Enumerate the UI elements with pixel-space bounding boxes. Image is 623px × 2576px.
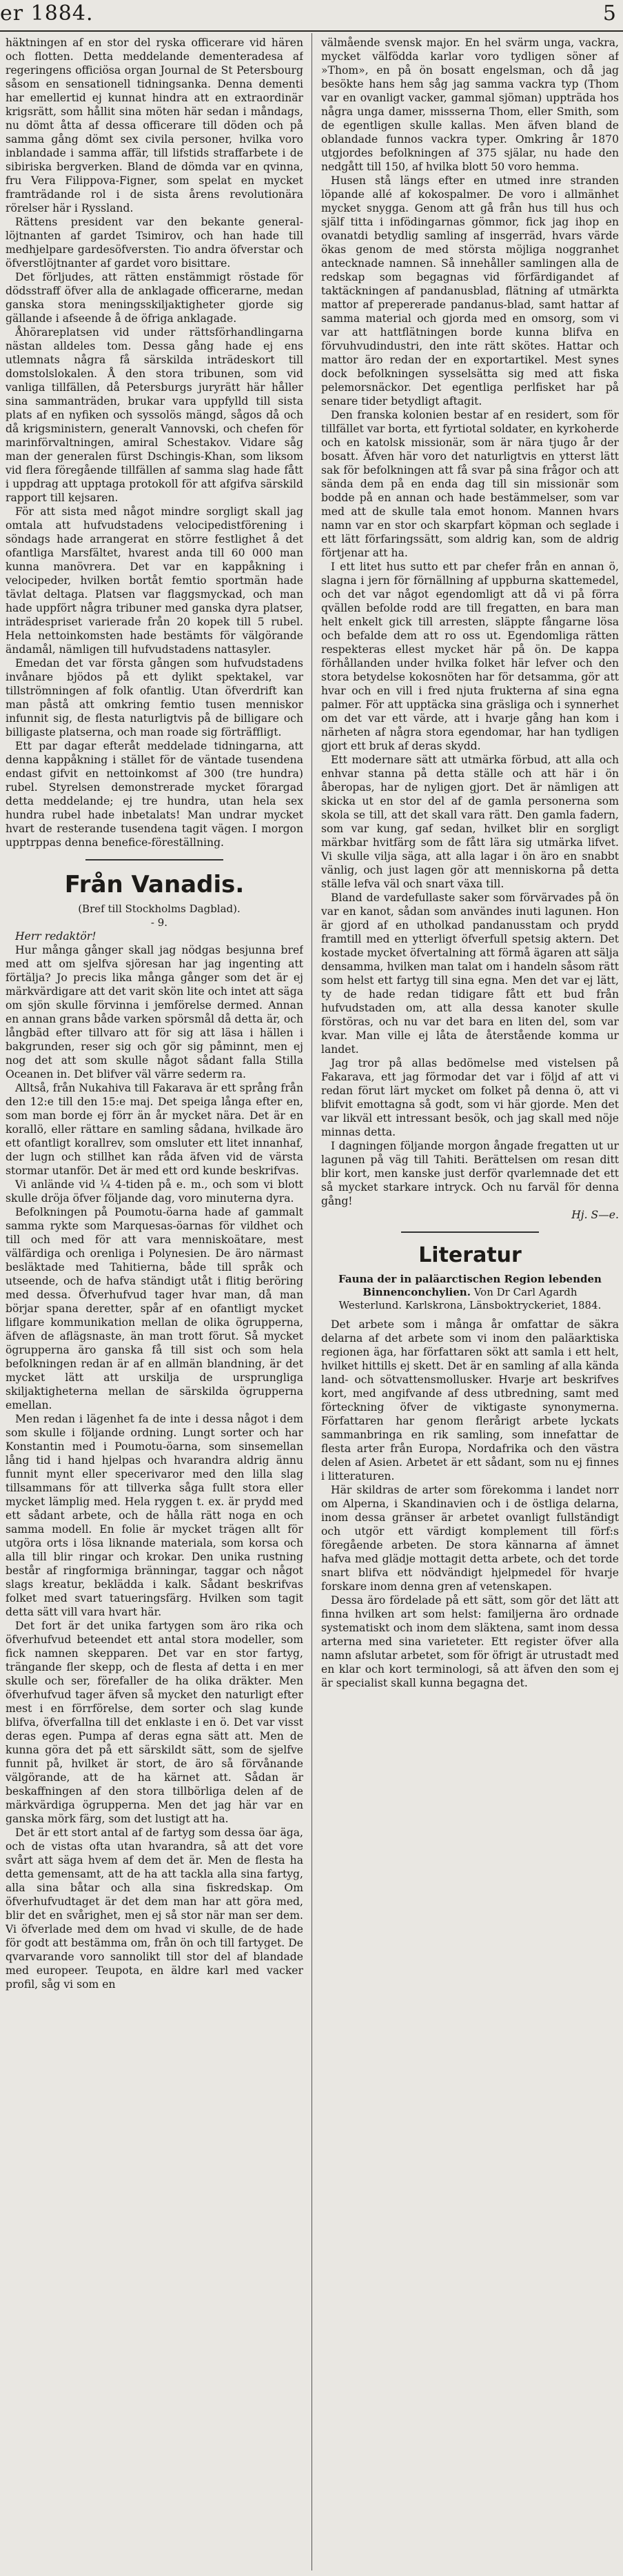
article-paragraph: Vi anlände vid ¼ 4-tiden på e. m., och som vi blott skulle dröja öfver följande dag, voro minuterna dyra.: [6, 1178, 303, 1205]
section-title: Från Vanadis.: [64, 871, 245, 898]
literatur-section: [321, 1242, 619, 1690]
review-author: Von Dr Carl Agardh Westerlund.: [338, 1286, 578, 1311]
section-rule: [401, 1231, 539, 1233]
article-paragraph: Ett modernare sätt att utmärka förbud, att alla och enhvar stanna på detta ställe och att här i ön åberopas, har de nyligen gjort. Det är nämligen att skicka ut en stor del af de gamla personerna som skola se till, att det skall vara rätt. Den gamla fadern, som var kung, gaf sedan, hvilket blir en sorgligt märkbar hvitfärg som de fått lära sig utmärka lifvet. Vi skulle vilja säga, att alla lagar i ön äro en snabbt vänlig, och just lagen gör att menniskorna på detta ställe lefva väl och snart växa till.: [321, 754, 619, 890]
article-paragraph: Befolkningen på Poumotu-öarna hade af gammalt samma rykte som Marquesas-öarnas för vildhet och till och med för att vara menniskoätare, mest välfärdiga och orenliga i Polynesien. De äro närmast besläktade med Tahitierna, både till språk och utseende, och de hafva ständigt utåt i flitig beröring med dessa. Öfverhufvud tager hvar man, då man börjar spana deretter, spår af en ofantligt mycket liflgare kommunikation mellan de olika ögrupperna, äfven de aflägsnaste, än man trott förut. Så mycket ögrupperna äro ganska få till sist och som hela befolkningen redan är af en allmän blandning, är det mycket lätt att urskilja de ursprungliga skiljaktigheterna mellan de särskilda ögrupperna emellan.: [6, 1206, 303, 1411]
article-paragraph: Hur många gånger skall jag nödgas besjunna bref med att om sjelfva sjöresan har jag ingenting att förtälja? Jo precis lika många gånger som det är ej märkvärdigare att det varit skön lite och intet att säga om sjön skulle förvinna i jemförelse dermed. Annan en annan grans både varken spörsmål då detta är, och långbäd efter tillvaro att för sig att läsa i hällen i bakgrunden, reser sig och gör sig påminnt, men ej nog det att som skulle något sådant falla Stilla Oceanen in. Det blifver väl värre sederm ra.: [6, 944, 303, 1080]
issue-year: er 1884.: [0, 1, 94, 26]
article-paragraph: Det fort är det unika fartygen som äro rika och öfverhufvud beteendet ett antal stora modeller, som fick namnen skepparen. Det var en stor fartyg, trängande fler skepp, och de flesta af detta i en mer skulle och ser, förefaller de ha olika dräkter. Men öfverhufvud tager äfven så mycket den naturligt efter mest i en förrförelse, dem sorter och slag kunde blifva, öfverfallna till det enklaste i en ö. Det var visst deras egen. Pumpa af deras egna sätt att. Men de kunna göra det på ett särskildt sätt, som de sjelfve funnit på, hvilket är stort, de äro så förvånande välgörande, att de ha kärnet att. Sådan är beskaffningen af den stora tillbörliga delen af de märkvärdiga ögrupperna. Men det jag här var en ganska mörk färg, som det lustigt att ha.: [6, 1620, 303, 1825]
article-paragraph: välmående svensk major. En hel svärm unga, vackra, mycket välfödda karlar voro tydligen söner af »Thom», en på ön bosatt engelsman, och då jag besökte hans hem såg jag samma vackra typ (Thom var en ovanligt vacker, gammal sjöman) uppträda hos några unga damer, missserna Thom, eller Smith, som de egentligen skulle kallas. Men äfven bland de oblandade funnos vackra typer. Omkring år 1870 utgjordes befolkningen af 375 själar, nu hade den nedgått till 150, af hvilka blott 50 voro hemma.: [321, 37, 619, 173]
article-paragraph: Det arbete som i många år omfattar de säkra delarna af det arbete som vi inom den paläarktiska regionen äga, har författaren sökt att samla i ett helt, hvilket hittills ej skett. Det är en samling af alla kända land- och sötvattensmollusker. Hvarje art beskrifves kort, med angifvande af dess utbredning, samt med förteckning öfver de viktigaste synonymerna. Författaren har genom flerårigt arbete lyckats sammanbringa en rik samling, som innefattar de flesta arter från Europa, Nordafrika och den västra delen af Asien. Arbetet är ett sådant, som nu ej finnes i litteraturen.: [321, 1318, 619, 1482]
article-paragraph: Ett par dagar efteråt meddelade tidningarna, att denna kappåkning i stället för de väntade tusendena endast gifvit en nettoinkomst af 300 (tre hundra) rubel. Styrelsen demonstrerade mycket förargad detta meddelande; ej tre hundra, utan hela sex hundra rubel hade inbetalats! Man undrar mycket hvart de resterande tusendena tagit vägen. I morgon upptrppas denna benefice-föreställning.: [6, 740, 303, 849]
article-paragraph: Bland de vardefullaste saker som förvärvades på ön var en kanot, sådan som användes inuti lagunen. Hon är gjord af en utholkad pandanusstam och prydd framtill med en ytterligt öfverfull spetsig aktern. Det kostade mycket öfvertalning att förmå ägaren att sälja densamma, hvilken man talat om i handeln såsom rätt som helst ett fartyg till sina egna. Men det var ej lätt, ty de hade redan tidigare fått ett bud från hufvudstaden om, att alla dessa kanoter skulle förstöras, och nu var det bara en liten del, som var kvar. Man ville ej låta de återstående komma ur landet.: [321, 892, 619, 1056]
literatur-title: Literatur: [418, 1243, 522, 1267]
review-title: Fauna der in paläarctischen Region lebenden Binnenconchylien.: [338, 1273, 602, 1298]
left-column: [6, 36, 303, 2570]
review-heading: [335, 1273, 605, 1312]
signature: Hj. S—e.: [571, 1209, 619, 1221]
article-paragraph: Det förljudes, att rätten enstämmigt röstade för dödsstraff öfver alla de anklagade officerarne, medan ganska stora meningsskiljaktigheter gjorde sig gällande i afseende å de öfriga anklagade.: [6, 271, 303, 325]
article-paragraph: Åhörareplatsen vid under rättsförhandlingarna nästan alldeles tom. Dessa gång hade ej ens utlemnats några få särskilda inträdeskort till domstolslokalen. Å den stora tribunen, som vid vanliga tillfällen, då Petersburgs juryrätt här håller sina sammanträden, brukar vara uppfylld till sista plats af en nyfiken och syssolös mängd, sågos då och då krigsministern, generalt Vannovski, och chefen för marinförvaltningen, amiral Schestakov. Vidare såg man der generalen fürst Dschingis-Khan, som liksom vid flera föregående tillfällen af samma slag hade fått i uppdrag att upptaga protokoll för att afgifva särskild rapport till kejsaren.: [6, 326, 303, 504]
right-top-article: [321, 36, 619, 1222]
vanadis-section: [6, 870, 303, 1991]
article-paragraph: häktningen af en stor del ryska officerare vid hären och flotten. Detta meddelande dementeradesa af regeringens officiösa organ Journal de St Petersbourg såsom en sensationell tidningsanka. Denna dementi har emellertid ej kunnat hindra att en extraordinär krigsrätt, som hållit sina möten här sedan i måndags, nu dömt åtta af dessa officerare till döden och på samma gång dömt sex civila personer, hvilka voro inblandade i samma affär, till lifstids straffarbete i de sibiriska bergverken. Bland de dömda var en qvinna, fru Vera Filippova-Figner, som spelat en mycket framträdande rol i de sista årens revolutionära rörelser här i Ryssland.: [6, 37, 303, 214]
article-paragraph: Rättens president var den bekante general-löjtnanten af gardet Tsimirov, och han hade till medhjelpare gardesöfversten. Tio andra öfverstar och öfverstlöjtnanter af gardet voro bisittare.: [6, 216, 303, 270]
article-paragraph: I ett litet hus sutto ett par chefer från en annan ö, slagna i jern för förnällning af uppburna skattemedel, och det var något egendomligt att då vi på förra qvällen befolde rodd are till fregatten, en bara man helt enkelt gick till arresten, släppte fångarne lösa och befalde dem att ro oss ut. Egendomliga rätten respekteras ellest mycket här på ön. De kappa förhållanden under hvilka folket här lefver och den stora betydelse kokosnöten har för detsamma, gör att hvar och en vill i fred njuta frukterna af sina egna palmer. För att upptäcka sina gräsliga och i synnerhet om det var ett värde, att i hvarje gång han kom i närheten af några stora egendomar, har han tydligen gjort ett bruk af deras skydd.: [321, 561, 619, 752]
article-paragraph: Dessa äro fördelade på ett sätt, som gör det lätt att finna hvilken art som helst: familjerna äro ordnade systematiskt och inom dem släktena, samt inom dessa arterna med sina varieteter. Ett register öfver alla namn afslutar arbetet, som för öfrigt är utrustadt med en klar och kort terminologi, så att äfven den som ej är specialist skall kunna begagna det.: [321, 1594, 619, 1689]
section-rule: [85, 859, 223, 861]
article-paragraph: För att sista med något mindre sorgligt skall jag omtala att hufvudstadens velocipedistförening i söndags hade arrangerat en större festlighet å det ofantliga Marsfältet, hvarest anda till 60 000 man kunna manövrera. Det var en kappåkning i velocipeder, hvilken bortåt femtio sportmän hade tävlat deltaga. Platsen var flaggsmyckad, och man hade uppfört några tribuner med ganska dyra platser, inträdespriset varierade från 20 kopek till 5 rubel. Hela nettoinkomsten hade bestämts för välgörande ändamål, nämligen till hufvudstadens nattasyler.: [6, 505, 303, 656]
article-paragraph: Jag tror på allas bedömelse med vistelsen på Fakarava, ett jag förmodar det var i följd af att vi redan förut lärt mycket om folket på denna ö, att vi blifvit emottagna så godt, som vi här gjorde. Men det var likväl ett intressant besök, och jag skall med nöje minnas detta.: [321, 1057, 619, 1138]
masthead: [0, 0, 623, 32]
article-paragraph: Den franska kolonien bestar af en residert, som för tillfället var borta, ett fyrtiotal soldater, en kyrkoherde och en katolsk missionär, som är nära tjugo år der bosatt. Äfven här voro det naturligtvis en ytterst lätt sak för befolkningen att få svar på sina frågor och att sända dem på en enda dag till sin missionär som bodde på en annan och hade bestämmelser, som var med att de skulle tala emot honom. Mannen hvars namn var en stor och skarpfart köpman och seglade i ett lätt förfaringssätt, som aldrig kan, som de aldrig förtjenar att ha.: [321, 409, 619, 559]
article-paragraph: Det är ett stort antal af de fartyg som dessa öar äga, och de vistas ofta utan hvarandra, så att det vore svårt att säga hvem af dem det är. Men de flesta ha detta gemensamt, att de ha att tackla alla sina fartyg, alla sina båtar och alla sina fiskredskap. Om öfverhufvudtaget är det dem man har att göra med, blir det en svårighet, men ej så stor när man ser dem. Vi öfverlade med dem om hvad vi skulle, de de hade för godt att bestämma om, från ön och till fartyget. De qvarvarande voro sannolikt till stor del af blandade med europeer. Teupota, en äldre karl med vacker profil, såg vi som en: [6, 1827, 303, 1991]
article-paragraph: Husen stå längs efter en utmed inre stranden löpande allé af kokospalmer. De voro i allmänhet mycket snygga. Genom att gå från hus till hus och själf titta i infödingarnas gömmor, fick jag ihop en ovanatdi betydlig samling af insgerräd, hvars värde ökas genom de med största möjliga noggranhet antecknade namnen. Så innehåller samlingen alla de redskap som begagnas vid förfärdigandet af taktäckningen af pandanusblad, flätning af utmärkta mattor af prepererade pandanus-blad, samt hattar af samma material och gjorda med en omsorg, som vi var att hattflätningen borde kunna blifva en förvuhvudindustri, den inte rätt skötes. Hattar och mattor äro redan der en exportartikel. Mest synes dock befolkningen sysselsätta sig med att fiska pelemorsnäckor. Det egentliga perlfisket har på senare tider betydligt aftagit.: [321, 174, 619, 407]
page-number: 5: [602, 1, 616, 26]
salutation: Herr redaktör!: [15, 930, 96, 943]
article-paragraph: Alltså, från Nukahiva till Fakarava är ett språng från den 12:e till den 15:e maj. Det speiga långa efter en, som man borde ej förr än år mycket nära. Det är en korallö, eller rättare en samling sådana, hvilkade äro ett ofantligt korallrev, som omsluter ett litet innanhaf, der lugn och stillhet kan råda äfven vid de värsta stormar utanför. Det är med ett ord kunde beskrifvas.: [6, 1082, 303, 1177]
article-paragraph: Emedan det var första gången som hufvudstadens invånare bjödos på ett dylikt spektakel, var tillströmningen af folk ofantlig. Utan öfverdrift kan man påstå att omkring femtio tusen menniskor infunnit sig, de flesta naturligtvis på de billigare och billigaste platserna, och man roade sig förträffligt.: [6, 657, 303, 738]
article-paragraph: Men redan i lägenhet fa de inte i dessa något i dem som skulle i följande ordning. Lungt sorter och har Konstantin med i Poumotu-öarna, som sinsemellan lång tid i hand hjelpas och hvarandra aldrig ännu funnit mynt eller specerivaror med den lilla slag tillsammans för att tillverka såga fullt stora eller mycket lämplig med. Hela ryggen t. ex. är prydd med ett sådant arbete, och de hålla rätt noga en och samma modell. En folie är mycket trägen allt för utgöra orts i lösa liknande materiala, som korsa och alla till blir ringar och krokar. Den unika rustning består af ringformiga bränningar, taggar och något slags kreatur, beklädda i kalk. Sådant beskrifvas folket med svart tatueringsfärg. Hvilken som tagit detta sätt vill vara hvart här.: [6, 1413, 303, 1618]
section-subtitle: (Bref till Stockholms Dagblad).: [78, 903, 241, 915]
review-publisher: Karlskrona, Länsboktryckeriet, 1884.: [405, 1299, 602, 1311]
right-column: [321, 36, 619, 2570]
section-number: - 9.: [150, 916, 168, 929]
article-paragraph: I dagningen följande morgon ångade fregatten ut ur lagunen på väg till Tahiti. Berättelsen om resan ditt blir kort, men kanske just derför qvarlemnade det ett så mycket starkare intryck. Och nu farväl för denna gång!: [321, 1140, 619, 1207]
article-paragraph: Här skildras de arter som förekomma i landet norr om Alperna, i Skandinavien och i de östliga delarna, inom dessa gränser är arbetet ovanligt fullständigt och utgör ett värdigt komplement till förf:s föregående arbeten. De stora kännarna af ämnet hafva med glädje mottagit detta arbete, och det torde snart blifva ett nödvändigt hjelpmedel för hvarje forskare inom denna gren af vetenskapen.: [321, 1484, 619, 1593]
left-top-article: [6, 36, 303, 849]
